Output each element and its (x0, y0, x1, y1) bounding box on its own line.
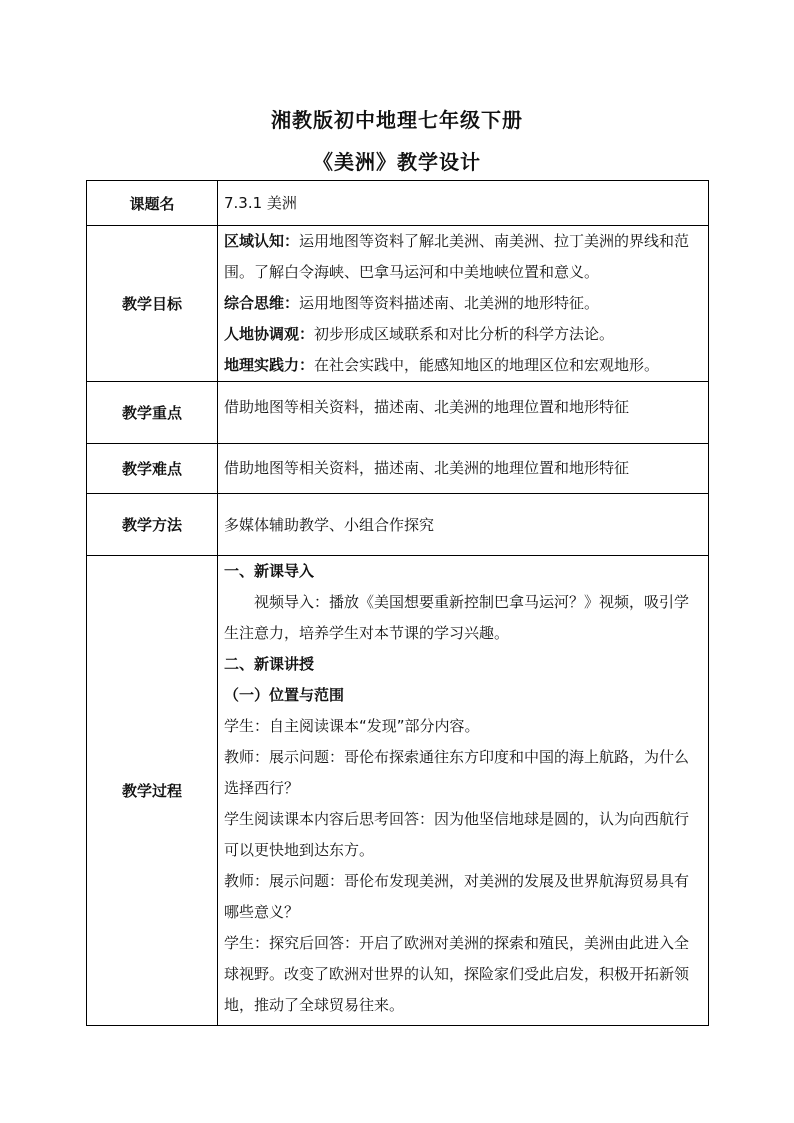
value-process (218, 556, 709, 1026)
subsection-title: （一）位置与范围 (224, 686, 345, 704)
label-topic: 课题名 (87, 181, 218, 226)
process-line: 学生阅读课本内容后思考回答：因为他坚信地球是圆的，认为向西航行可以更快地到达东方。 (224, 810, 690, 859)
row-process (87, 556, 709, 1026)
row-difficulties (87, 444, 709, 494)
goal-item (224, 319, 702, 350)
goal-head: 综合思维： (224, 294, 300, 312)
row-key-points (87, 382, 709, 444)
document-title: 湘教版初中地理七年级下册 (271, 108, 523, 132)
difficulties-text: 借助地图等相关资料，描述南、北美洲的地理位置和地形特征 (224, 459, 630, 477)
row-goals (87, 226, 709, 382)
label-difficulties: 教学难点 (87, 444, 218, 494)
goal-text: 初步形成区域联系和对比分析的科学方法论。 (314, 325, 615, 343)
goal-text: 运用地图等资料了解北美洲、南美洲、拉丁美洲的界线和范围。了解白令海峡、巴拿马运河和中美地峡位置和意义。 (224, 232, 690, 281)
goal-head: 地理实践力： (224, 356, 315, 374)
value-topic (218, 181, 709, 226)
topic-text: 7.3.1 美洲 (224, 193, 297, 212)
lesson-plan-table (86, 180, 709, 1026)
section-title: 二、新课讲授 (224, 655, 315, 673)
goal-text: 运用地图等资料描述南、北美洲的地形特征。 (299, 294, 600, 312)
label-methods: 教学方法 (87, 494, 218, 556)
process-line: 教师：展示问题：哥伦布发现美洲，对美洲的发展及世界航海贸易具有哪些意义？ (224, 872, 690, 921)
goal-item (224, 226, 702, 288)
key-points-text: 借助地图等相关资料，描述南、北美洲的地理位置和地形特征 (224, 398, 630, 416)
goal-item (224, 350, 702, 381)
process-line: 学生：探究后回答：开启了欧洲对美洲的探索和殖民，美洲由此进入全球视野。改变了欧洲对世界的认知，探险家们受此启发，积极开拓新领地，推动了全球贸易往来。 (224, 934, 690, 1014)
process-line: 学生：自主阅读课本“发现”部分内容。 (224, 717, 480, 735)
label-key-points: 教学重点 (87, 382, 218, 444)
goal-head: 人地协调观： (224, 325, 315, 343)
row-methods (87, 494, 709, 556)
methods-text: 多媒体辅助教学、小组合作探究 (224, 516, 435, 534)
document-subtitle: 《美洲》教学设计 (313, 150, 481, 174)
value-difficulties (218, 444, 709, 494)
value-goals (218, 226, 709, 382)
section-title: 一、新课导入 (224, 562, 315, 580)
label-goals: 教学目标 (87, 226, 218, 382)
label-process: 教学过程 (87, 556, 218, 1026)
row-topic (87, 181, 709, 226)
goal-text: 在社会实践中，能感知地区的地理区位和宏观地形。 (314, 356, 660, 374)
process-line: 教师：展示问题：哥伦布探索通往东方印度和中国的海上航路，为什么选择西行？ (224, 748, 690, 797)
value-key-points (218, 382, 709, 444)
goal-head: 区域认知： (224, 232, 300, 250)
intro-paragraph: 视频导入：播放《美国想要重新控制巴拿马运河？》视频，吸引学生注意力，培养学生对本节课的学习兴趣。 (224, 593, 690, 642)
value-methods (218, 494, 709, 556)
goal-item (224, 288, 702, 319)
